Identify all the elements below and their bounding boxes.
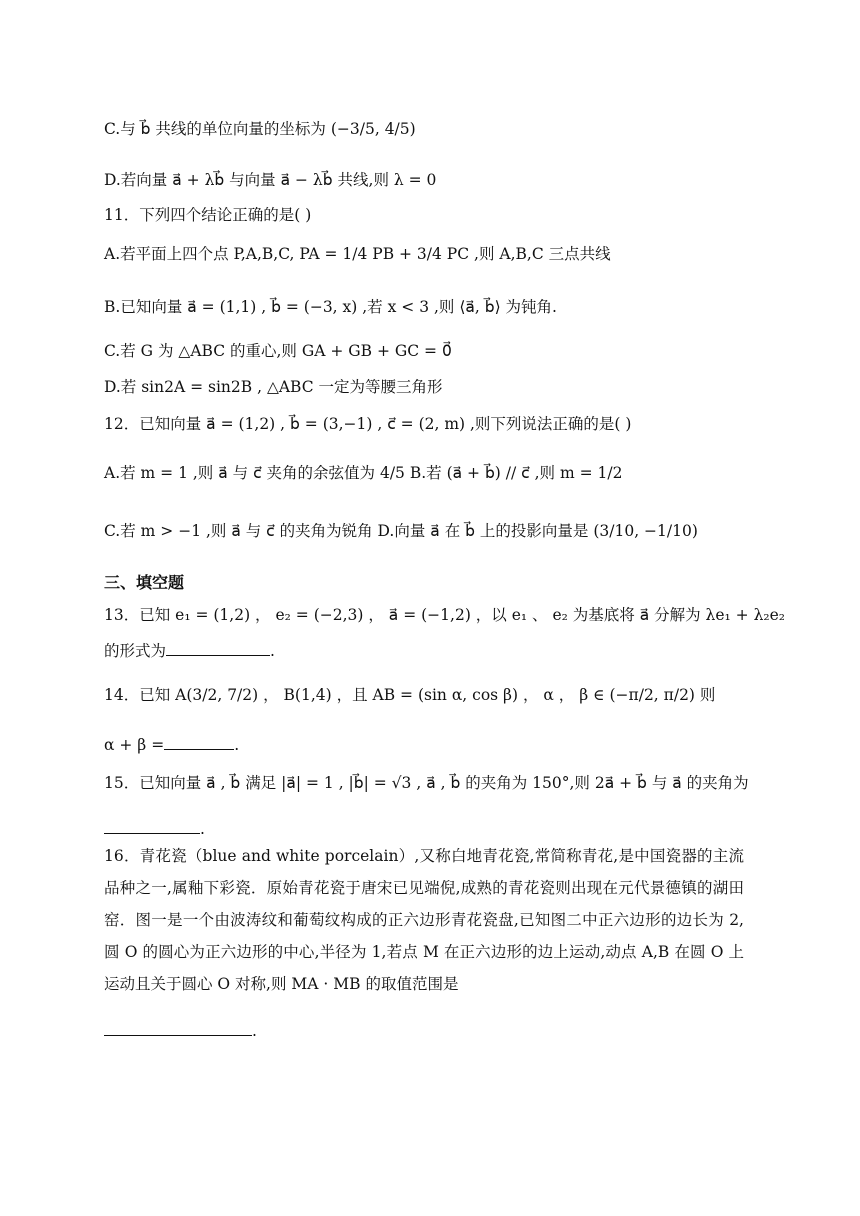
q11-option-a: A.若平面上四个点 P,A,B,C, PA = 1/4 PB + 3/4 PC ,则 A,B,C 三点共线 xyxy=(104,245,611,263)
section-heading: 三、填空题 xyxy=(104,573,185,592)
q12-options-cd: C.若 m > −1 ,则 a⃗ 与 c⃗ 的夹角为锐角 D.向量 a⃗ 在 b⃗ 上的投影向量是 (3/10, −1/10) xyxy=(104,522,698,540)
question-16: 16．青花瓷（blue and white porcelain）,又称白地青花瓷,常简称青花,是中国瓷器的主流品种之一,属釉下彩瓷．原始青花瓷于唐宋已见端倪,成熟的青花瓷则出现在元代景德镇的湖田窑．图一是一个由波涛纹和葡萄纹构成的正六边形青花瓷盘,已知图二中正六边形的边长为 2,圆 O 的圆心为正六边形的中心,半径为 1,若点 M 在正六边形的边上运动,动点 A,B 在圆 O 上运动且关于圆心 O 对称,则 MA · MB 的取值范围是 xyxy=(104,847,744,993)
question-15-blank: . xyxy=(104,818,205,840)
q11-option-b: B.已知向量 a⃗ = (1,1) , b⃗ = (−3, x) ,若 x < 3 ,则 ⟨a⃗, b⃗⟩ 为钝角. xyxy=(104,298,557,316)
q11-option-d: D.若 sin2A = sin2B , △ABC 一定为等腰三角形 xyxy=(104,378,443,396)
answer-blank[interactable] xyxy=(104,832,200,834)
q12-options-ab: A.若 m = 1 ,则 a⃗ 与 c⃗ 夹角的余弦值为 4/5 B.若 (a⃗ + b⃗) // c⃗ ,则 m = 1/2 xyxy=(104,464,623,482)
question-13-cont: 的形式为 . xyxy=(104,642,275,660)
question-15: 15．已知向量 a⃗ , b⃗ 满足 |a⃗| = 1 , |b⃗| = √3 , a⃗ , b⃗ 的夹角为 150°,则 2a⃗ + b⃗ 与 a⃗ 的夹角为 xyxy=(104,774,749,792)
question-11: 11．下列四个结论正确的是( ) xyxy=(104,206,312,224)
question-14: 14．已知 A(3/2, 7/2) ， B(1,4) ，且 AB = (sin α, cos β) ， α ， β ∈ (−π/2, π/2) 则 xyxy=(104,686,716,704)
question-13: 13．已知 e₁ = (1,2) ， e₂ = (−2,3) ， a⃗ = (−1,2) ，以 e₁ 、 e₂ 为基底将 a⃗ 分解为 λe₁ + λ₂e₂ xyxy=(104,606,786,624)
answer-blank[interactable] xyxy=(164,748,234,750)
answer-blank[interactable] xyxy=(104,1034,252,1036)
question-14-cont: α + β = . xyxy=(104,736,240,754)
option-d: D.若向量 a⃗ + λb⃗ 与向量 a⃗ − λb⃗ 共线,则 λ = 0 xyxy=(104,171,437,189)
answer-blank[interactable] xyxy=(166,654,270,656)
question-16-blank: . xyxy=(104,1020,257,1042)
option-c: C.与 b⃗ 共线的单位向量的坐标为 (−3/5, 4/5) xyxy=(104,120,416,138)
q11-option-c: C.若 G 为 △ABC 的重心,则 GA + GB + GC = 0⃗ xyxy=(104,342,452,360)
question-12: 12．已知向量 a⃗ = (1,2) , b⃗ = (3,−1) , c⃗ = (2, m) ,则下列说法正确的是( ) xyxy=(104,415,632,433)
